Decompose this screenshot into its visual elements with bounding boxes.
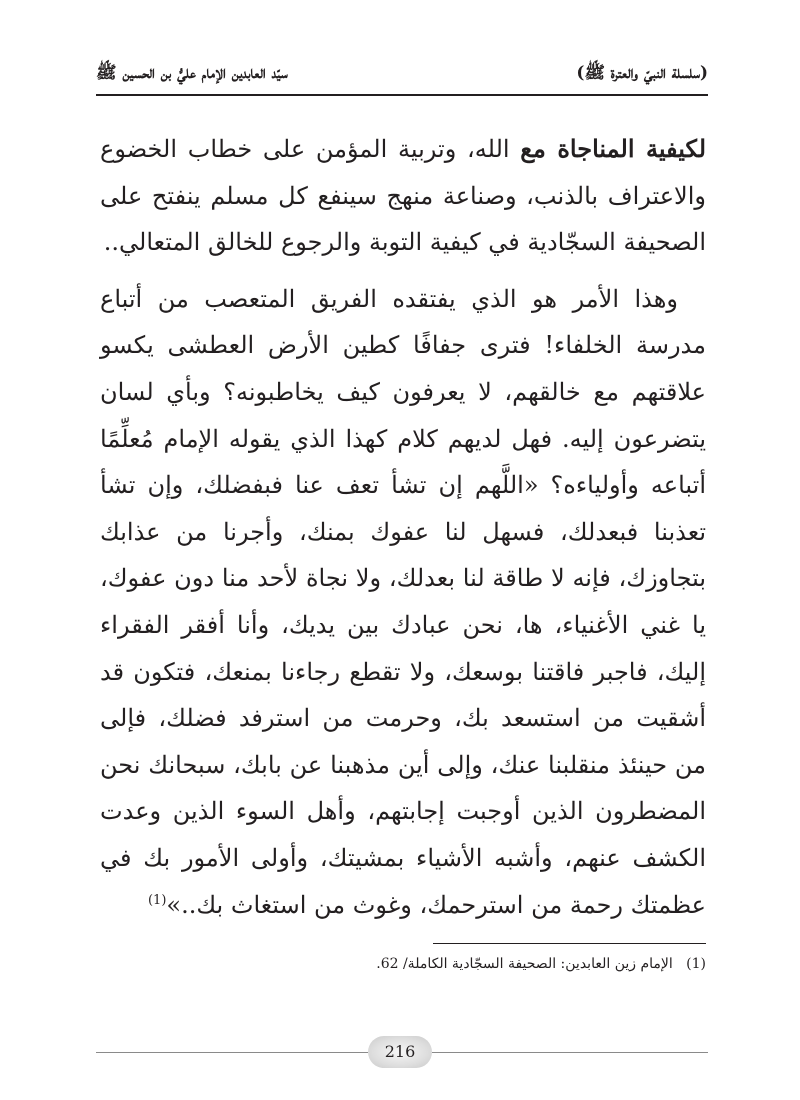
bold-phrase: لكيفية المناجاة مع — [520, 134, 707, 163]
series-title: (سلسلة النبيّ والعترة ﷺ) — [576, 63, 708, 83]
page-number: 216 — [368, 1036, 432, 1068]
paragraph-2 — [100, 276, 706, 928]
footnote-separator — [433, 943, 706, 944]
page-number-rule-right — [432, 1052, 708, 1053]
footnote-reference[interactable]: (1) — [147, 892, 167, 908]
footnote — [94, 952, 706, 976]
footnote-marker: (1) — [686, 956, 706, 972]
header-rule — [96, 94, 708, 96]
main-text — [100, 126, 706, 928]
book-title: سيّد العابدين الإمام عليُّ بن الحسين ﷺ — [96, 63, 288, 83]
paragraph-1 — [100, 126, 706, 266]
page-number-rule-left — [96, 1052, 368, 1053]
paragraph-1-text: الله، وتربية المؤمن على خطاب الخضوع والاعتراف بالذنب، وصناعة منهج سينفع كل مسلم ينفتح على الصحيفة السجّادية في كيفية التوبة والرجوع للخالق المتعالي.. — [100, 135, 706, 257]
footnote-text: الإمام زين العابدين: الصحيفة السجّادية الكاملة/ 62. — [376, 956, 673, 972]
running-header — [96, 52, 708, 92]
paragraph-2-text: وهذا الأمر هو الذي يفتقده الفريق المتعصب من أتباع مدرسة الخلفاء! فترى جفافًا كطين الأرض العطشى يكسو علاقتهم مع خالقهم، لا يعرفون كيف يخاطبونه؟ وبأي لسان يتضرعون إليه. فهل لديهم كلام كهذا الذي يقوله الإمام مُعلِّمًا أتباعه وأولياءه؟ «اللَّهم إن تشأ تعف عنا فبفضلك، وإن تشأ تعذبنا فبعدلك، فسهل لنا عفوك بمنك، وأجرنا من عذابك بتجاوزك، فإنه لا طاقة لنا بعدلك، ولا نجاة لأحد منا دون عفوك، يا غني الأغنياء، ها، نحن عبادك بين يديك، وأنا أفقر الفقراء إليك، فاجبر فاقتنا بوسعك، ولا تقطع رجاءنا بمنعك، فتكون قد أشقيت من استسعد بك، وحرمت من استرفد فضلك، فإلى من حينئذ منقلبنا عنك، وإلى أين مذهبنا عن بابك، سبحانك نحن المضطرون الذين أوجبت إجابتهم، وأهل السوء الذين وعدت الكشف عنهم، وأشبه الأشياء بمشيتك، وأولى الأمور بك في عظمتك رحمة من استرحمك، وغوث من استغاث بك..» — [100, 284, 706, 919]
